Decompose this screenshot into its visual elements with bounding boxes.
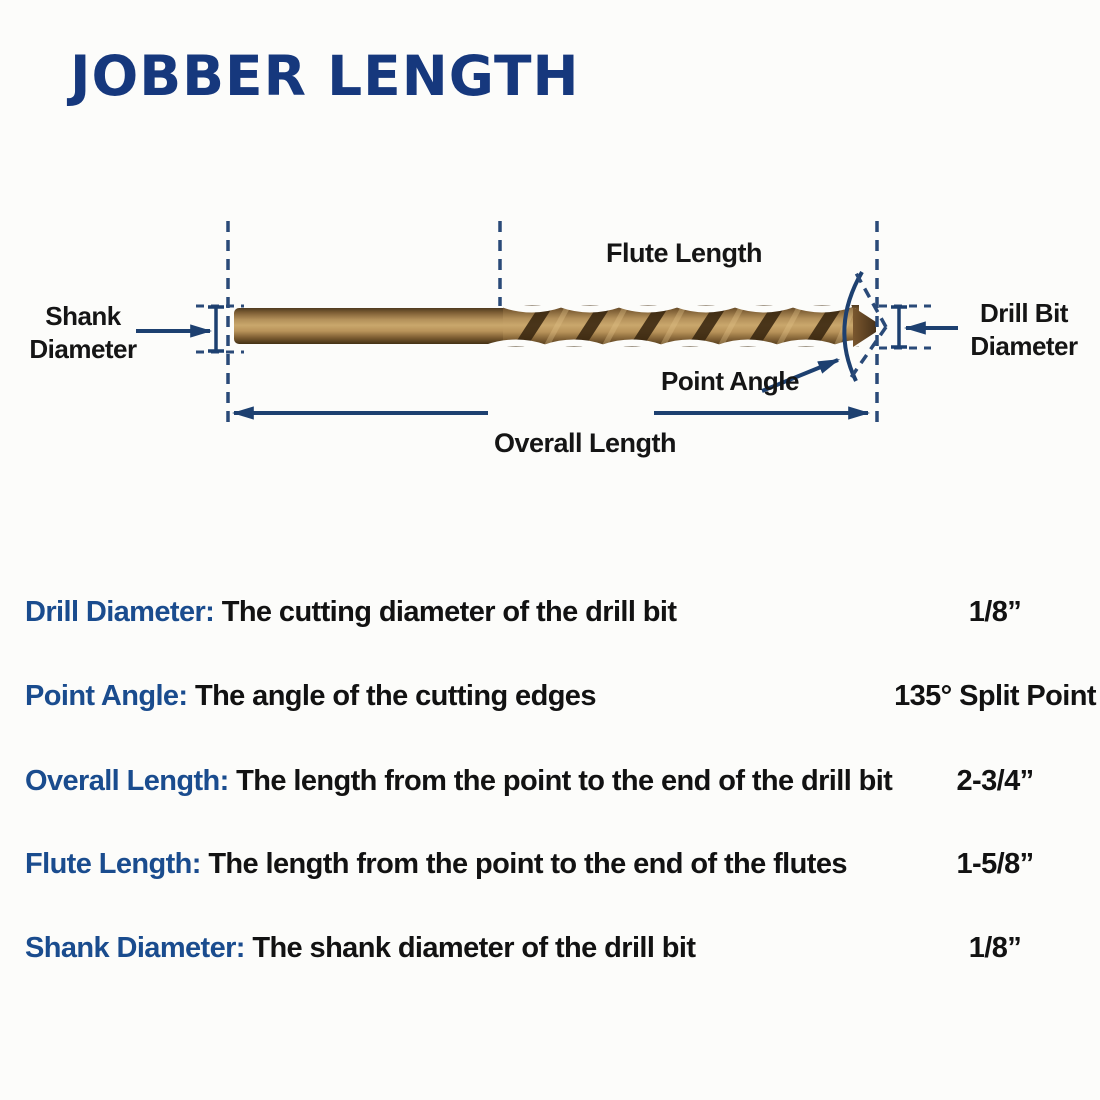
spec-value: 1/8” [968,596,1022,628]
spec-description: The cutting diameter of the drill bit [221,596,677,628]
spec-label: Overall Length: [25,765,229,797]
spec-description: The length from the point to the end of the flutes [208,848,847,880]
flute-bottom-edge [487,343,893,348]
spec-description: The shank diameter of the drill bit [252,932,696,964]
spec-value: 1/8” [968,932,1022,964]
spec-row-flute-length [25,848,1100,884]
flute-length-label: Flute Length [606,238,762,268]
shank-diameter-label-line1: Shank [45,301,121,331]
overall-length-label: Overall Length [493,428,677,458]
spec-value: 2-3/4” [956,765,1034,797]
page-title: JOBBER LENGTH [70,44,580,108]
spec-label: Flute Length: [25,848,201,880]
spec-row-shank-diameter [25,932,1100,968]
drill-bit-diameter-callout [879,306,958,348]
spec-description: The angle of the cutting edges [194,680,596,712]
spec-description: The length from the point to the end of the drill bit [236,765,893,797]
point-angle-label: Point Angle [661,366,799,396]
drill-bit-illustration [234,304,893,348]
drill-bit-diameter-label-line2: Diameter [970,331,1078,361]
spec-label: Point Angle: [25,680,188,712]
spec-value: 135° Split Point [894,680,1096,712]
drill-bit-shank [234,308,510,344]
spec-row-point-angle [25,680,1100,716]
drill-bit-diameter-label-line1: Drill Bit [980,298,1068,328]
spec-label: Shank Diameter: [25,932,245,964]
shank-diameter-label-line2: Diameter [29,334,137,364]
spec-value: 1-5/8” [956,848,1034,880]
spec-row-overall-length [25,765,1100,801]
spec-row-drill-diameter [25,596,1100,632]
spec-label: Drill Diameter: [25,596,215,628]
